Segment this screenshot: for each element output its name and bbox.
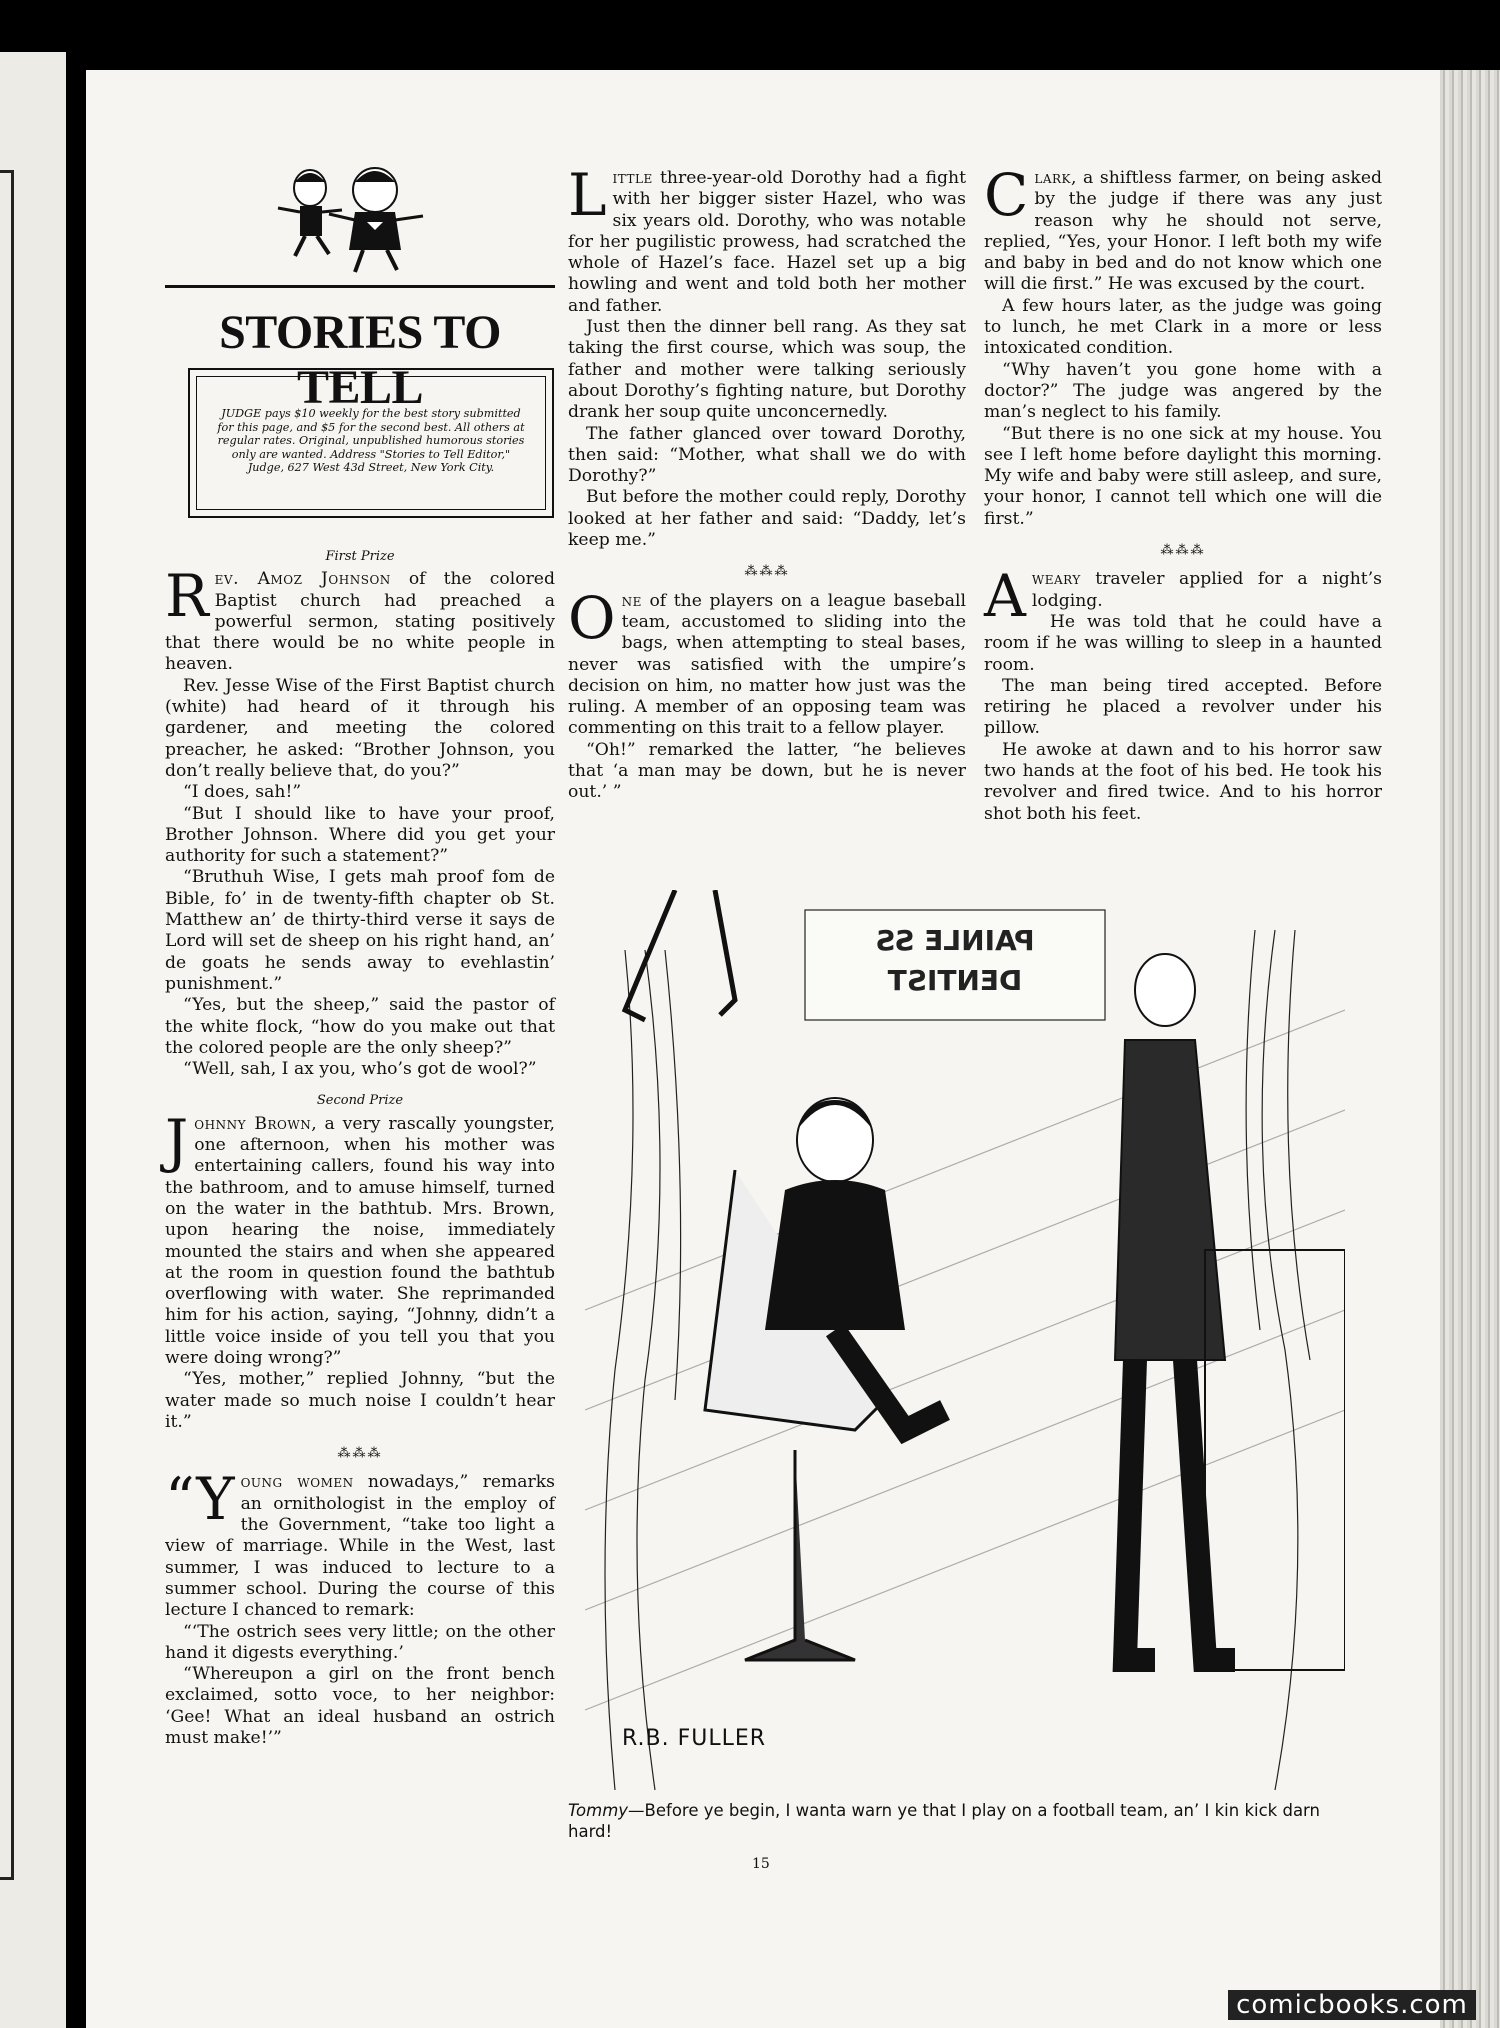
story-paragraph: Little three-year-old Dorothy had a fight with her bigger sister Hazel, who was six years old. Dorothy, who was notable for her pugilistic prowess, had scratched the whole of Hazel’s face. Hazel set up a big howling and went and told both her mother and father.: [568, 161, 966, 316]
submission-notice: JUDGE pays $10 weekly for the best story submitted for this page, and $5 for the second best. All others at regular rates. Original, unpublished humorous stories only are wanted. Address "Stories to Tell Editor," Judge, 627 West 43d Street, New York City.: [196, 376, 546, 510]
caption-speaker: Tommy: [568, 1801, 629, 1820]
story-separator: ⁂⁂⁂: [337, 1446, 383, 1462]
page-number: 15: [752, 1856, 770, 1872]
boy-body: [765, 1180, 905, 1330]
story-paragraph: Rev. Jesse Wise of the First Baptist church (white) had heard of it through his gardener, and meeting the colored preacher, he asked: “Brother Johnson, you don’t really believe that, do you?”: [165, 675, 555, 781]
lead-in: ne: [621, 590, 642, 611]
window-lettering-line2: DENTIST: [887, 964, 1023, 997]
story-paragraph: “I does, sah!”: [183, 782, 302, 803]
window-lettering-line1: PAINLE SS: [875, 924, 1035, 957]
story-paragraph: Aweary traveler applied for a night’s lodging.: [984, 562, 1382, 631]
header-cartoon-figures: [255, 160, 495, 280]
story-paragraph: “Well, sah, I ax you, who’s got de wool?”: [183, 1059, 537, 1080]
header-rule: [165, 285, 555, 288]
drop-cap: “Y: [165, 1465, 235, 1534]
watermark: comicbooks.com: [1228, 1990, 1476, 2020]
story-paragraph: Clark, a shiftless farmer, on being asked by the judge if there was any just reason why he should not serve, replied, “Yes, your Honor. I left both my wife and baby in bed and do not know which one will die first.” He was excused by the court.: [984, 161, 1382, 295]
drop-cap: C: [984, 161, 1029, 229]
second-prize-label: Second Prize: [316, 1093, 404, 1109]
story-paragraph: “Yes, but the sheep,” said the pastor of the white flock, “how do you make out that the colored people are the only sheep?”: [165, 995, 555, 1058]
artist-signature: R.B. FULLER: [585, 890, 592, 891]
lead-in: ohnny Brown: [194, 1113, 312, 1134]
story-paragraph: “But I should like to have your proof, Brother Johnson. Where did you get your authority for such a statement?”: [165, 803, 555, 867]
artist-signature-text: R.B. FULLER: [622, 1726, 767, 1751]
dentist-head: [1135, 954, 1195, 1026]
lead-in: ev. Amoz Johnson: [214, 569, 391, 590]
story-paragraph: “Bruthuh Wise, I gets mah proof fom de Bible, fo’ in de twenty-fifth chapter ob St. Matthew an’ de thirty-third verse it says de Lord will set de sheep on his right hand, an’ de goats he sends away to evehlastin’ punishment.”: [165, 867, 555, 994]
submission-notice-box: [188, 368, 554, 518]
drop-cap: J: [165, 1106, 189, 1175]
column-1: [165, 536, 555, 1749]
story-paragraph: “Young women nowadays,” remarks an ornithologist in the employ of the Government, “take too light a view of marriage. While in the West, last summer, I was induced to lecture to a summer school. During the course of this lecture I chanced to remark:: [165, 1465, 555, 1621]
story-separator: ⁂⁂⁂: [1160, 543, 1206, 559]
story-paragraph: “But there is no one sick at my house. You see I left home before daylight this morning. My wife and baby were still asleep, and sure, your honor, I cannot tell which one will die first.”: [984, 423, 1382, 529]
lead-in: weary: [1031, 569, 1081, 590]
story-separator: ⁂⁂⁂: [744, 564, 790, 580]
story-paragraph: “Oh!” remarked the latter, “he believes that ‘a man may be down, but he is never out.’ ”: [568, 739, 966, 803]
left-page-border: [0, 170, 14, 1880]
story-paragraph: The man being tired accepted. Before retiring he placed a revolver under his pillow.: [984, 675, 1382, 739]
story-paragraph: “Why haven’t you gone home with a doctor?” The judge was angered by the man’s neglect to his family.: [984, 359, 1382, 423]
first-prize-label: First Prize: [325, 549, 395, 564]
story-paragraph: One of the players on a league baseball team, accustomed to sliding into the bags, when attempting to steal bases, never was satisfied with the umpire’s decision on him, no matter how just was the ruling. A member of an opposing team was commenting on this trait to a fellow player.: [568, 583, 966, 739]
page-stack-edge: [1440, 70, 1500, 2028]
story-paragraph: Just then the dinner bell rang. As they sat taking the first course, which was soup, the father and mother were talking seriously about Dorothy’s fighting nature, but Dorothy drank her soup quite unconcernedly.: [568, 317, 966, 423]
page-title: STORIES TO TELL: [219, 306, 501, 414]
cartoon-caption: [568, 1800, 1368, 1842]
lead-in: oung women: [240, 1472, 354, 1493]
dental-drill-arm: [625, 890, 735, 1020]
column-2: [568, 161, 966, 804]
story-paragraph: Johnny Brown, a very rascally youngster, one afternoon, when his mother was entertaining callers, found his way into the bathroom, and to amuse himself, turned on the water in the bathtub. Mrs. Brown, upon hearing the noise, immediately mounted the stairs and when she appeared at the room in question found the bathtub overflowing with water. She reprimanded him for his action, saying, “Johnny, didn’t a little voice inside of you tell you that you were doing wrong?”: [165, 1106, 556, 1368]
dentist-cartoon-illustration: [585, 890, 1345, 1795]
drop-cap: L: [568, 161, 607, 229]
story-paragraph: “Yes, mother,” replied Johnny, “but the water made so much noise I couldn’t hear it.”: [165, 1369, 555, 1432]
story-paragraph: Rev. Amoz Johnson of the colored Baptist church had preached a powerful sermon, stating positively that there would be no white people in heaven.: [165, 562, 555, 675]
caption-text: —Before ye begin, I wanta warn ye that I play on a football team, an’ I kin kick darn hard!: [568, 1801, 1321, 1841]
lead-in: lark: [1034, 168, 1072, 188]
story-paragraph: But before the mother could reply, Dorothy looked at her father and said: “Daddy, let’s keep me.”: [568, 487, 966, 551]
story-paragraph: The father glanced over toward Dorothy, then said: “Mother, what shall we do with Dorothy?”: [568, 423, 966, 487]
story-paragraph: A few hours later, as the judge was going to lunch, he met Clark in a more or less intoxicated condition.: [984, 295, 1382, 359]
story-paragraph: “Whereupon a girl on the front bench exclaimed, sotto voce, to her neighbor: ‘Gee! What an ideal husband an ostrich must make!’”: [165, 1664, 555, 1749]
drop-cap: O: [568, 583, 616, 652]
story-paragraph: He was told that he could have a room if he was willing to sleep in a haunted room.: [984, 611, 1382, 675]
drop-cap: A: [984, 562, 1026, 631]
dentist-body: [1115, 1040, 1225, 1360]
drop-cap: R: [165, 562, 209, 631]
lead-in: ittle: [612, 168, 653, 188]
story-paragraph: He awoke at dawn and to his horror saw two hands at the foot of his bed. He took his revolver and fired twice. And to his horror shot both his feet.: [984, 739, 1382, 824]
column-3: [984, 161, 1382, 825]
story-paragraph: “‘The ostrich sees very little; on the other hand it digests everything.’: [165, 1621, 555, 1663]
